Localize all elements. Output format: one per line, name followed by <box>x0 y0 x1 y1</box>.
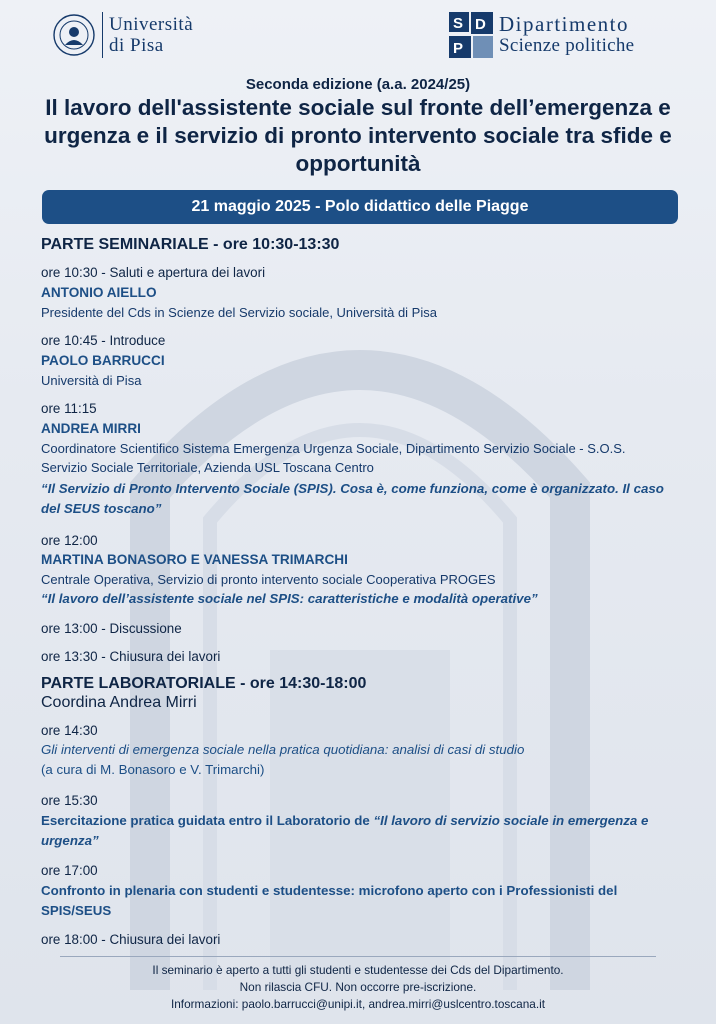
lab-item-1-note: (a cura di M. Bonasoro e V. Trimarchi) <box>41 762 265 777</box>
seminar-item-1-speaker: ANTONIO AIELLO <box>41 285 157 300</box>
seminar-item-2-speaker: PAOLO BARRUCCI <box>41 353 165 368</box>
lab-item-2-description <box>41 811 671 851</box>
footer-line1: Il seminario è aperto a tutti gli studenti e studentesse dei Cds del Dipartimento. <box>152 963 564 977</box>
lab-item-2-text: Esercitazione pratica guidata entro il Laboratorio de <box>41 813 374 828</box>
university-name-line2: di Pisa <box>109 35 164 56</box>
date-venue-bar: 21 maggio 2025 - Polo didattico delle Piagge <box>42 190 678 224</box>
lab-item-1-time: ore 14:30 <box>41 723 98 738</box>
seminar-item-3-affiliation: Coordinatore Scientifico Sistema Emergenza Urgenza Sociale, Dipartimento Servizio Sociale - S.O.S. Servizio Sociale Territoriale, Azienda USL Toscana Centro <box>41 441 626 475</box>
department-name-line2: Scienze politiche <box>499 35 635 56</box>
background-arch-image <box>130 230 590 990</box>
seminar-item-1-time: ore 10:30 - Saluti e apertura dei lavori <box>41 265 266 280</box>
university-logo[interactable] <box>52 12 193 58</box>
lab-item-4-time: ore 18:00 - Chiusura dei lavori <box>41 932 221 947</box>
svg-text:S: S <box>453 15 464 32</box>
seminar-section-title: PARTE SEMINARIALE - ore 10:30-13:30 <box>41 236 340 253</box>
footer-line2: Non rilascia CFU. Non occorre pre-iscrizione. <box>239 980 477 994</box>
svg-text:D: D <box>475 16 486 33</box>
seminar-item-1-affiliation: Presidente del Cds in Scienze del Servizio sociale, Università di Pisa <box>41 305 437 320</box>
university-seal-icon <box>52 13 96 57</box>
seminar-item-4-time: ore 12:00 <box>41 533 98 548</box>
svg-text:P: P <box>453 40 464 57</box>
lab-item-2-time: ore 15:30 <box>41 793 98 808</box>
footer-divider <box>60 956 656 957</box>
university-name <box>109 14 193 56</box>
lab-item-1-text: Gli interventi di emergenza sociale nella pratica quotidiana: analisi di casi di studio <box>41 742 525 757</box>
event-title: Il lavoro dell'assistente sociale sul fronte dell’emergenza e urgenza e il servizio di pronto intervento sociale tra sfide e opportunità <box>44 95 672 176</box>
department-name <box>499 13 634 57</box>
university-name-line1: Università <box>109 14 194 35</box>
seminar-item-3-time: ore 11:15 <box>41 401 97 416</box>
seminar-item-3-talk: “Il Servizio di Pronto Intervento Sociale (SPIS). Cosa è, come funziona, come è organizzato. Il caso del SEUS toscano” <box>41 481 664 516</box>
edition-label: Seconda edizione (a.a. 2024/25) <box>245 76 471 93</box>
lab-section-title: PARTE LABORATORIALE - ore 14:30-18:00 <box>41 675 367 692</box>
department-logo[interactable] <box>449 12 634 58</box>
lab-item-2-quote: “Il lavoro di servizio sociale in emergenza e urgenza” <box>41 813 649 848</box>
seminar-item-3-speaker: ANDREA MIRRI <box>41 421 141 436</box>
seminar-item-4-speaker: MARTINA BONASORO E VANESSA TRIMARCHI <box>41 552 348 567</box>
seminar-item-4-talk: “Il lavoro dell’assistente sociale nel SPIS: caratteristiche e modalità operative” <box>41 591 538 606</box>
seminar-item-2-time: ore 10:45 - Introduce <box>41 333 166 348</box>
department-name-line1: Dipartimento <box>499 12 629 36</box>
header <box>0 0 716 75</box>
seminar-item-2-affiliation: Università di Pisa <box>41 373 142 388</box>
seminar-item-4-affiliation: Centrale Operativa, Servizio di pronto intervento sociale Cooperativa PROGES <box>41 572 496 587</box>
lab-item-3-time: ore 17:00 <box>41 863 98 878</box>
dsp-logo-icon <box>449 12 493 58</box>
footer-contacts[interactable]: Informazioni: paolo.barrucci@unipi.it, andrea.mirri@uslcentro.toscana.it <box>170 997 546 1011</box>
lab-item-3-text: Confronto in plenaria con studenti e studentesse: microfono aperto con i Professionisti del SPIS/SEUS <box>41 883 618 918</box>
lab-coordinator: Coordina Andrea Mirri <box>41 694 197 711</box>
seminar-item-5-time: ore 13:00 - Discussione <box>41 621 182 636</box>
logo-divider <box>102 12 103 58</box>
seminar-item-6-time: ore 13:30 - Chiusura dei lavori <box>41 649 221 664</box>
footer <box>0 962 716 1013</box>
